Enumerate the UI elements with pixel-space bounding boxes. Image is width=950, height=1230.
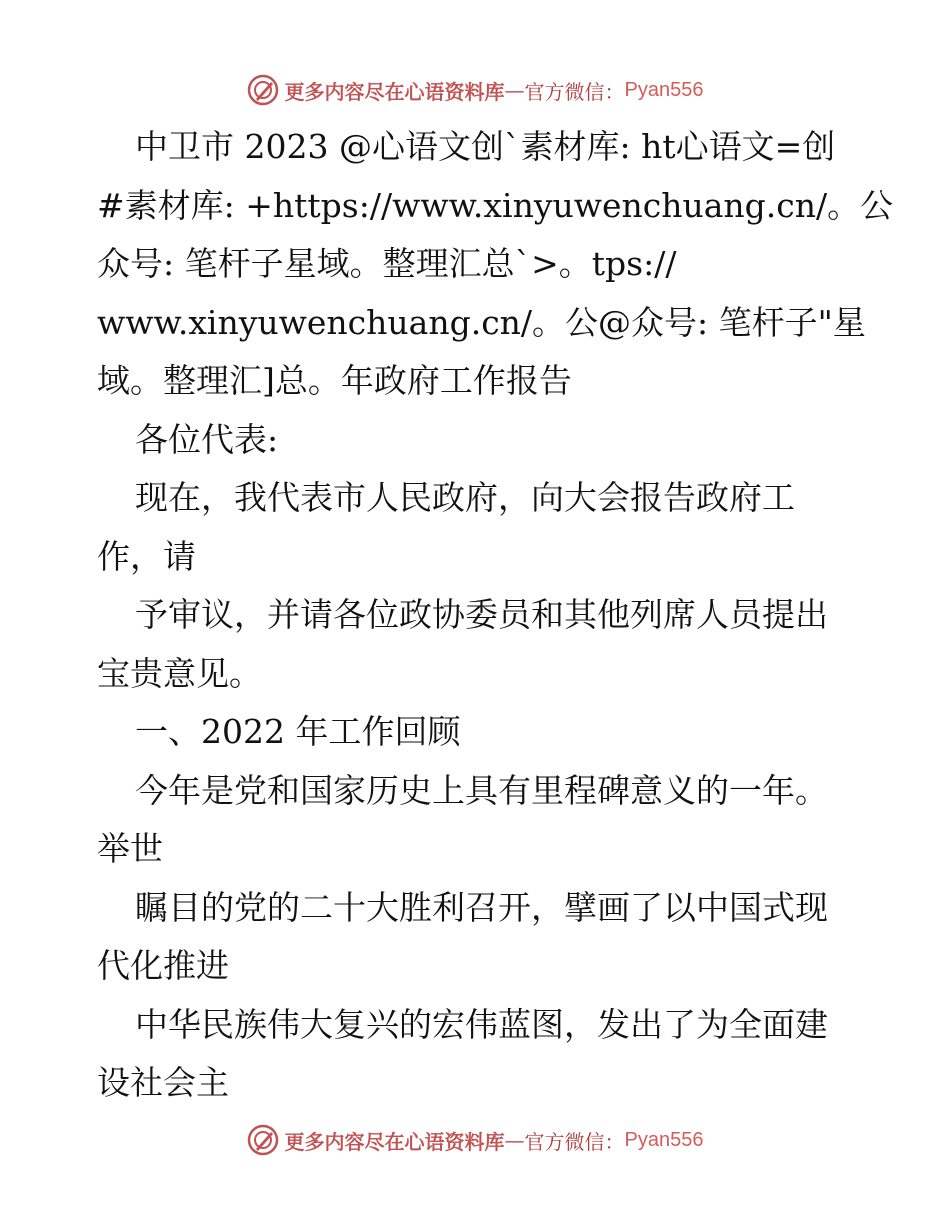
body-line: 宝贵意见。 [97,653,262,693]
body-line: 中卫市 2023 @心语文创`素材库: ht心语文=创 [135,127,836,166]
watermark-account: Pyan556 [624,78,704,101]
body-line: 设社会主 [97,1063,229,1102]
watermark-account: Pyan556 [624,1128,704,1151]
body-line: 予审议，并请各位政协委员和其他列席人员提出 [135,595,828,634]
watermark-separator: — [504,78,525,102]
watermark-text: 更多内容尽在心语资料库 [284,1129,505,1154]
watermark-separator: — [504,1128,525,1152]
body-line: 作，请 [97,536,196,576]
watermark-label: 官方微信： [524,1129,625,1154]
brand-logo-icon [247,1124,279,1156]
body-line: 众号: 笔杆子星域。整理汇总`>。tps:// [97,244,677,283]
body-line: 举世 [97,829,163,868]
body-line: #素材库: +https://www.xinyuwenchuang.cn/。公 [97,185,894,225]
body-line: 今年是党和国家历史上具有里程碑意义的一年。 [135,770,828,810]
body-line: www.xinyuwenchuang.cn/。公@众号: 笔杆子"星 [97,302,866,342]
body-line: 一、2022 年工作回顾 [135,712,461,751]
watermark-label: 官方微信： [524,79,625,104]
footer-watermark [0,1120,950,1160]
body-line: 代化推进 [97,946,229,985]
body-line: 现在，我代表市人民政府，向大会报告政府工 [135,478,795,517]
watermark-text: 更多内容尽在心语资料库 [284,79,505,104]
brand-logo-icon [247,74,279,106]
body-line: 瞩目的党的二十大胜利召开，擘画了以中国式现 [135,887,828,927]
document-body [97,118,894,1113]
body-line: 中华民族伟大复兴的宏伟蓝图，发出了为全面建 [135,1004,828,1044]
body-line: 各位代表: [135,419,279,459]
body-line: 域。整理汇]总。年政府工作报告 [97,361,572,400]
header-watermark [0,70,950,110]
